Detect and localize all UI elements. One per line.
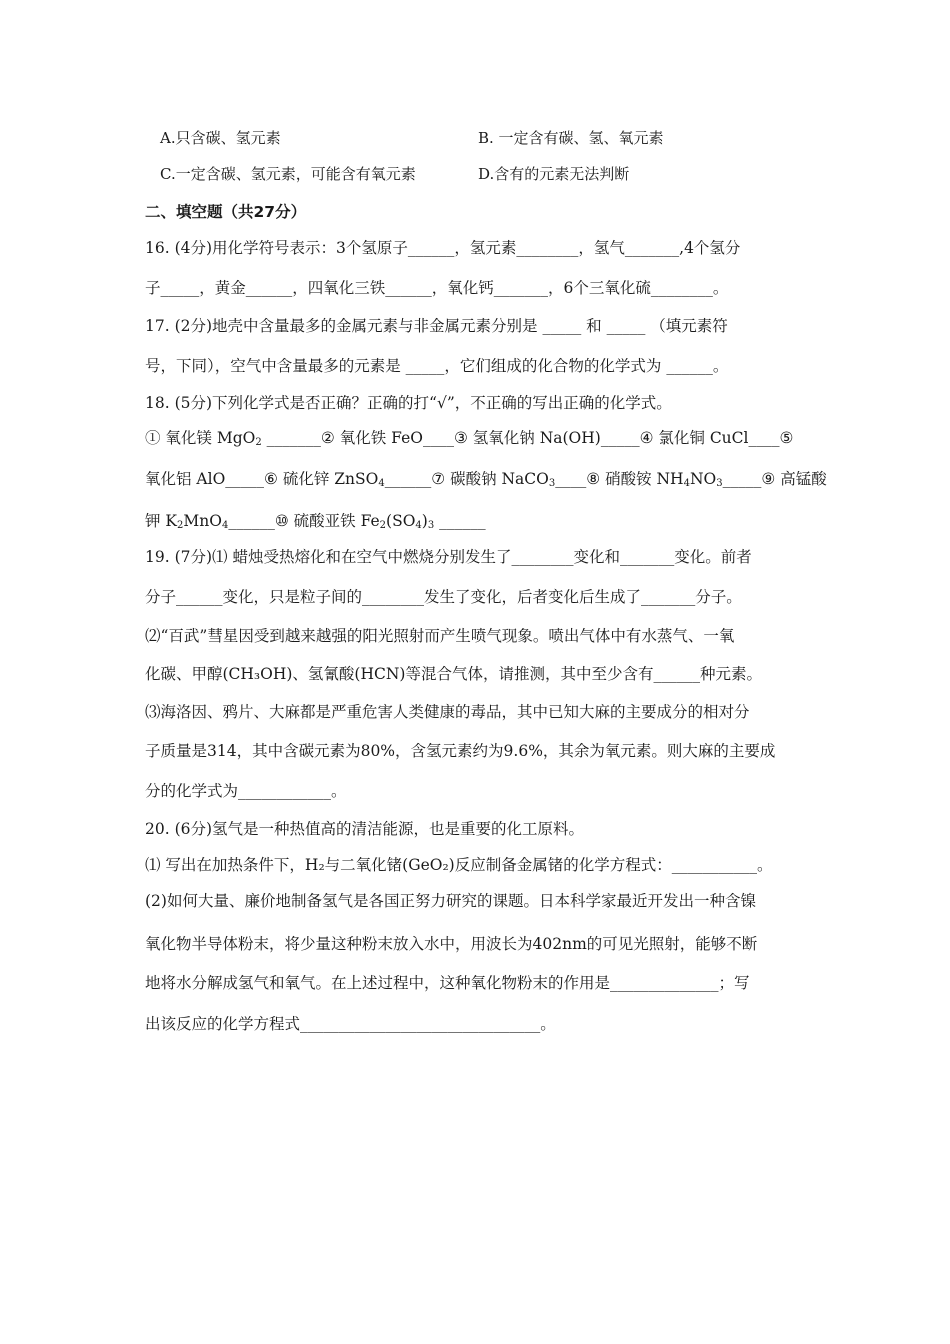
option-c: C.一定含碳、氢元素，可能含有氧元素 [160,165,416,183]
q20-line3: (2)如何大量、廉价地制备氢气是各国正努力研究的课题。日本科学家最近开发出一种含镍 [145,892,756,910]
option-a: A.只含碳、氢元素 [160,129,281,147]
q18-line4: 钾 $K_2MnO_4\_\_\_\_\_\_⑩$ 硫酸亚铁 $Fe_2(SO_4)_3$ ______ [145,512,486,531]
q20-line4: 氧化物半导体粉末，将少量这种粉末放入水中，用波长为402nm的可见光照射，能够不断 [145,935,758,953]
q20-line5: 地将水分解成氢气和氧气。在上述过程中，这种氧化物粉末的作用是______________；写 [145,974,750,992]
q18-line1: 18. (5分)下列化学式是否正确？正确的打“√”，不正确的写出正确的化学式。 [145,394,672,412]
q19-line3: ⑵“百武”彗星因受到越来越强的阳光照射而产生喷气现象。喷出气体中有水蒸气、一氧 [145,627,735,645]
q20-line1: 20. (6分)氢气是一种热值高的清洁能源，也是重要的化工原料。 [145,820,585,838]
q20-line6: 出该反应的化学方程式_______________________________。 [145,1015,556,1033]
q19-line7: 分的化学式为____________。 [145,782,347,800]
q19-line2: 分子______变化，只是粒子间的________发生了变化，后者变化后生成了_______分子。 [145,588,742,606]
q19-line1: 19. (7分)⑴ 蜡烛受热熔化和在空气中燃烧分别发生了________变化和_______变化。前者 [145,548,752,566]
section-title: 二、填空题（共27分） [145,203,307,221]
q17-line1: 17. (2分)地壳中含量最多的金属元素与非金属元素分别是 _____ 和 _____ （填元素符 [145,317,728,335]
q19-line6: 子质量是314，其中含碳元素为80%，含氢元素约为9.6%，其余为氧元素。则大麻的主要成 [145,742,776,760]
q19-line5: ⑶海洛因、鸦片、大麻都是严重危害人类健康的毒品，其中已知大麻的主要成分的相对分 [145,703,750,721]
option-b: B. 一定含有碳、氢、氧元素 [478,129,664,147]
option-d: D.含有的元素无法判断 [478,165,630,183]
q16-line2: 子_____，黄金______，四氧化三铁______，氧化钙_______，6个三氧化硫________。 [145,279,729,297]
q19-line4: 化碳、甲醇(CH₃OH)、氢氰酸(HCN)等混合气体，请推测，其中至少含有______种元素。 [145,665,762,683]
q16-line1: 16. (4分)用化学符号表示：3个氢原子______，氢元素________，氢气_______,4个氢分 [145,239,741,257]
q18-line3: 氧化铝 AlO_____⑥ 硫化锌 ZnSO$_4$______⑦ 碳酸钠 NaCO$_3$____⑧ 硝酸铵 $NH_4NO_3\_\_\_\_\_⑨$ 高锰酸 [145,470,827,489]
q17-line2: 号，下同），空气中含量最多的元素是 _____，它们组成的化合物的化学式为 ______。 [145,357,729,375]
q18-line2: ① 氧化镁 MgO$_2$ _______② 氧化铁 FeO____③ 氢氧化钠 Na(OH)_____④ 氯化铜 CuCl____⑤ [145,429,794,448]
q20-line2: ⑴ 写出在加热条件下，H₂与二氧化锗(GeO₂)反应制备金属锗的化学方程式：___________。 [145,856,773,874]
